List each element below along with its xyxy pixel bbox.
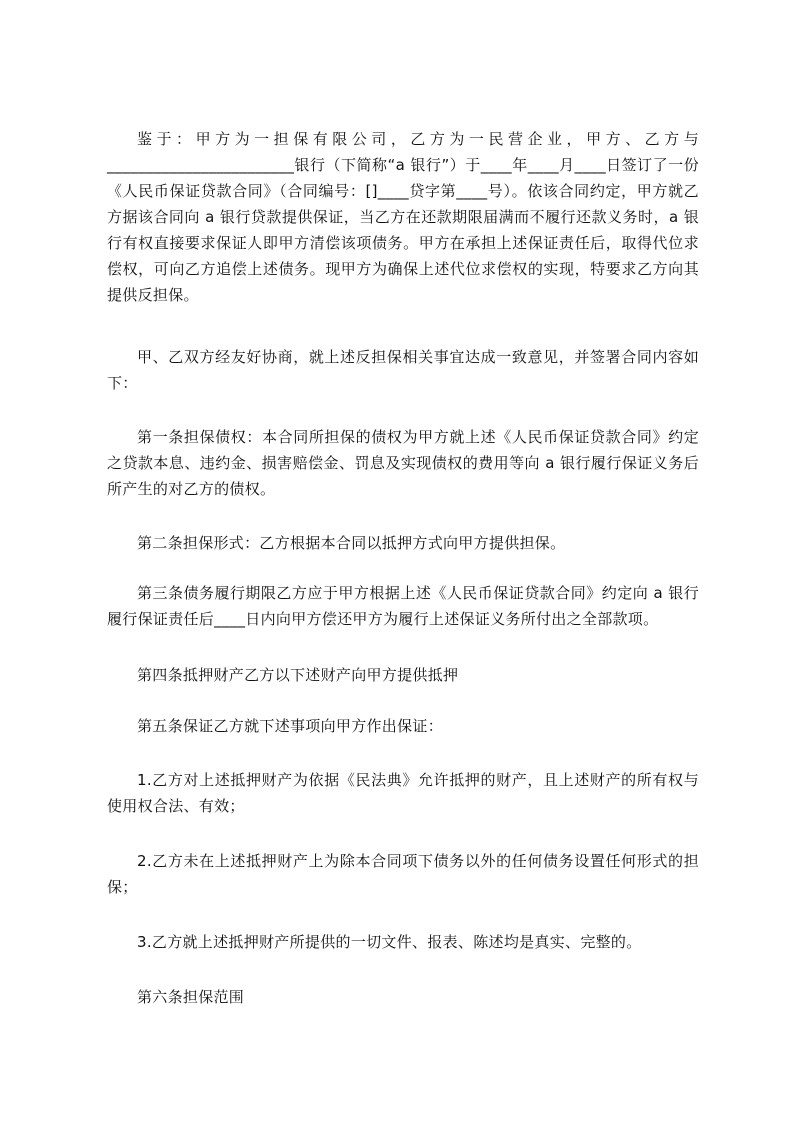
paragraph-article-4: 第四条抵押财产乙方以下述财产向甲方提供抵押 [137,666,459,684]
paragraph-article-1: 第一条担保债权：本合同所担保的债权为甲方就上述《人民币保证贷款合同》约定之贷款本息、违约金、损害赔偿金、罚息及实现债权的费用等向 a 银行履行保证义务后所产生的对乙方的债权。 [107,428,699,498]
paragraph-warranty-2: 2.乙方未在上述抵押财产上为除本合同项下债务以外的任何债务设置任何形式的担保； [107,852,699,896]
paragraph-agreement-intro: 甲、乙双方经友好协商，就上述反担保相关事宜达成一致意见，并签署合同内容如下： [107,348,699,392]
paragraph-article-5: 第五条保证乙方就下述事项向甲方作出保证： [137,717,444,735]
paragraph-article-2: 第二条担保形式：乙方根据本合同以抵押方式向甲方提供担保。 [137,534,566,552]
paragraph-warranty-1: 1.乙方对上述抵押财产为依据《民法典》允许抵押的财产，且上述财产的所有权与使用权合法、有效； [107,771,699,815]
paragraph-recitals: 鉴于：甲方为一担保有限公司，乙方为一民营企业，甲方、乙方与________________________银行（下简称“a 银行”）于____年____月____日签订了一份《人民币保证贷款合同》（合同编号：[]____贷字第____号）。依该合同约定，甲方就乙方据该合同向 a 银行贷款提供保证，当乙方在还款期限届满而不履行还款义务时，a 银行有权直接要求保证人即甲方清偿该项债务。甲方在承担上述保证责任后，取得代位求偿权，可向乙方追偿上述债务。现甲方为确保上述代位求偿权的实现，特要求乙方向其提供反担保。 [107,130,699,304]
paragraph-article-3: 第三条债务履行期限乙方应于甲方根据上述《人民币保证贷款合同》约定向 a 银行履行保证责任后____日内向甲方偿还甲方为履行上述保证义务所付出之全部款项。 [107,584,699,628]
paragraph-warranty-3: 3.乙方就上述抵押财产所提供的一切文件、报表、陈述均是真实、完整的。 [137,933,642,951]
paragraph-article-6: 第六条担保范围 [137,988,245,1006]
